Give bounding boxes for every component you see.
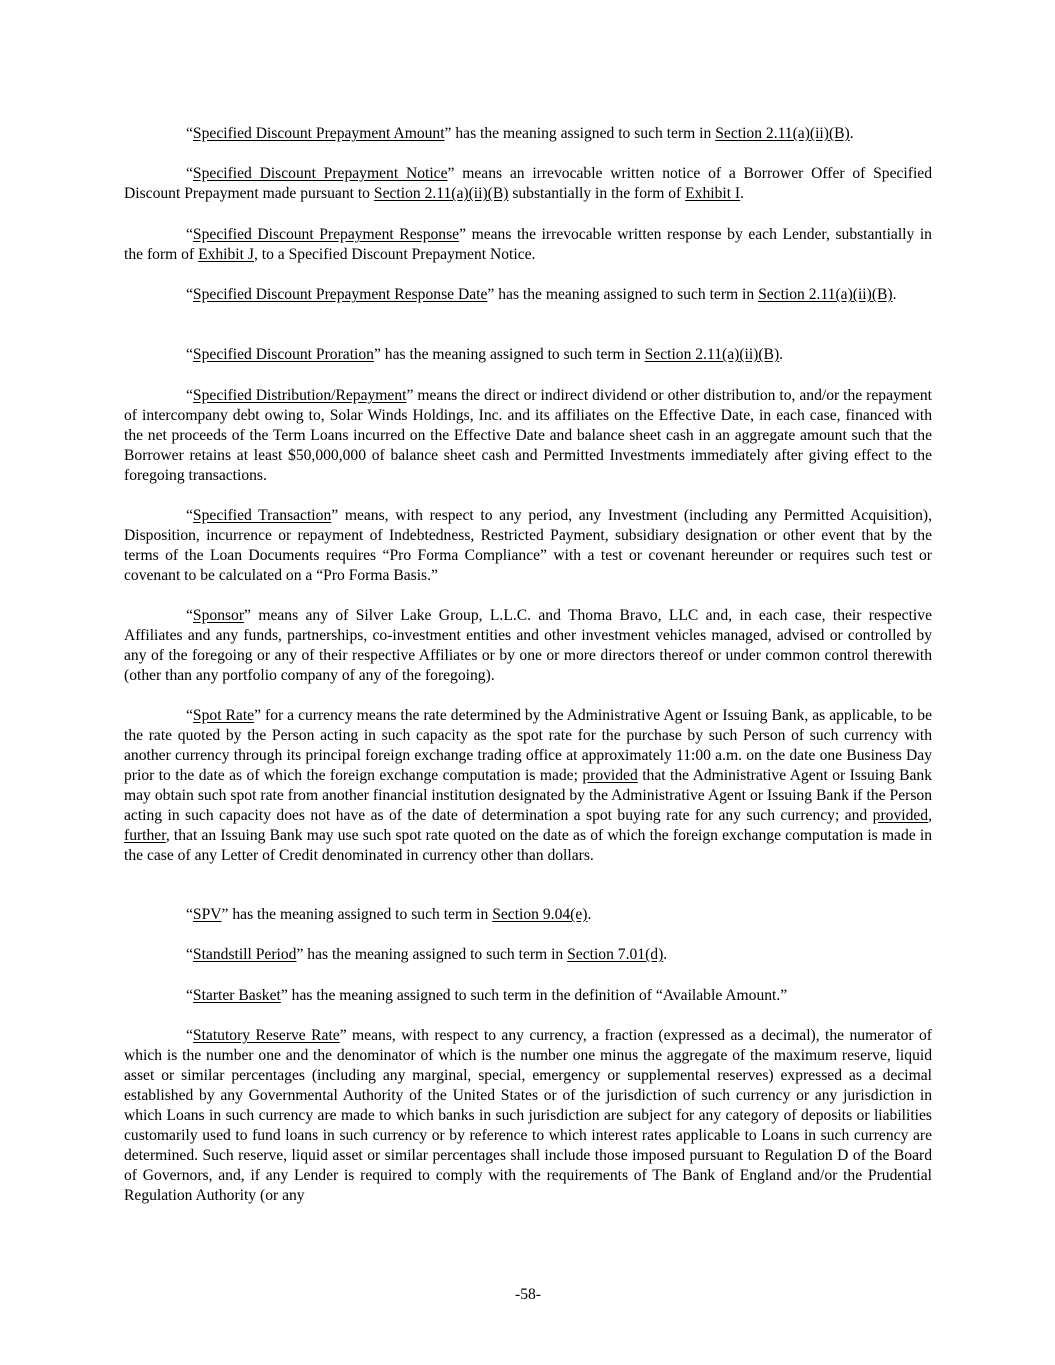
text-segment: ” means an irrevocable written notice of a Borrower Offer of Specified Discount Prepayment made pursuant to — [124, 165, 933, 202]
text-segment: ” has the meaning assigned to such term in — [296, 946, 568, 963]
underlined-term: Exhibit J — [198, 246, 254, 263]
text-segment: “ — [186, 507, 193, 524]
text-segment: “ — [186, 387, 193, 404]
underlined-term: Spot Rate — [192, 707, 255, 724]
text-segment: “ — [186, 125, 193, 142]
text-segment: ” for a currency means the rate determined by the Administrative Agent or Issuing Bank, as applicable, to be the rate quoted by the Person acting in such capacity as the spot rate for the purchase by such Person of such currency with another currency through its principal foreign exchange trading office at approximately 11:00 a.m. on the date one Business Day prior to the date as of which the foreign exchange computation is made; — [124, 707, 932, 784]
underlined-term: Section 9.04(e) — [492, 906, 588, 923]
text-segment: “ — [186, 987, 193, 1004]
underlined-term: Section 2.11(a)(ii)(B) — [715, 125, 850, 142]
text-segment: “ — [186, 707, 193, 724]
text-segment: , that an Issuing Bank may use such spot rate quoted on the date as of which the foreign exchange computation is made in the case of any Letter of Credit denominated in currency other than dollars. — [124, 827, 932, 864]
text-segment: . — [892, 286, 897, 303]
definition-spv — [124, 905, 932, 925]
underlined-term: Specified Transaction — [192, 507, 332, 524]
text-segment: ” means, with respect to any period, any Investment (including any Permitted Acquisition), Disposition, incurrence or repayment of Indebtedness, Restricted Payment, subsidiary designation or other event that by the terms of the Loan Documents requires “Pro Forma Compliance” with a test or covenant hereunder or requires such test or covenant to be calculated on a “Pro Forma Basis.” — [124, 507, 933, 584]
text-segment: ” means any of Silver Lake Group, L.L.C. and Thoma Bravo, LLC and, in each case, their respective Affiliates and any funds, partnerships, co-investment entities and other investment vehicles managed, advised or controlled by any of the foregoing or any of their respective Affiliates or by one or more directors thereof or under common control therewith (other than any portfolio company of any of the foregoing). — [124, 607, 932, 684]
text-segment: ” has the meaning assigned to such term in — [373, 346, 645, 363]
text-segment: “ — [186, 946, 193, 963]
definition-specified-transaction — [124, 506, 932, 586]
page-number: -58- — [515, 1286, 541, 1303]
definition-statutory-reserve-rate — [124, 1026, 932, 1206]
text-segment: “ — [186, 346, 193, 363]
text-segment: “ — [186, 906, 193, 923]
text-segment: ” means the irrevocable written response by each Lender, substantially in the form of — [124, 226, 932, 263]
definition-specified-discount-prepayment-notice — [124, 164, 932, 204]
text-segment: “ — [186, 165, 193, 182]
definition-standstill-period — [124, 945, 932, 965]
underlined-term: Specified Discount Prepayment Response Date — [192, 286, 488, 303]
underlined-term: Specified Discount Prepayment Notice — [192, 165, 448, 182]
underlined-term: Section 2.11(a)(ii)(B) — [644, 346, 780, 363]
text-segment: “ — [186, 1027, 193, 1044]
underlined-term: Statutory Reserve Rate — [192, 1027, 340, 1044]
underlined-term: Specified Discount Prepayment Response — [192, 226, 460, 243]
underlined-term: Section 2.11(a)(ii)(B) — [373, 185, 509, 202]
text-segment: “ — [186, 286, 193, 303]
text-segment: “ — [186, 226, 193, 243]
definition-spot-rate — [124, 706, 932, 866]
text-segment: ” has the meaning assigned to such term in — [487, 286, 759, 303]
definition-specified-discount-prepayment-amount — [124, 124, 932, 144]
text-segment: ” has the meaning assigned to such term in — [221, 906, 493, 923]
underlined-term: Section 7.01(d) — [567, 946, 664, 963]
text-segment: ” means the direct or indirect dividend or other distribution to, and/or the repayment of intercompany debt owing to, Solar Winds Holdings, Inc. and its affiliates on the Effective Date, in each case, financed with the net proceeds of the Term Loans incurred on the Effective Date and balance sheet cash in an aggregate amount such that the Borrower retains at least $50,000,000 of balance sheet cash and Permitted Investments immediately after giving effect to the foregoing transactions. — [124, 387, 932, 484]
text-segment: . — [779, 346, 784, 363]
text-segment: . — [663, 946, 668, 963]
text-segment: , — [928, 807, 932, 824]
text-segment: . — [849, 125, 854, 142]
underlined-term: Sponsor — [192, 607, 245, 624]
document-page — [124, 0, 932, 1365]
text-segment: . — [587, 906, 592, 923]
text-segment: ” has the meaning assigned to such term in — [444, 125, 716, 142]
text-segment: “ — [186, 607, 193, 624]
underlined-term: Standstill Period — [192, 946, 297, 963]
underlined-term: provided — [582, 767, 638, 784]
underlined-term: Specified Discount Proration — [192, 346, 374, 363]
text-segment: . — [740, 185, 745, 202]
text-segment: that the Administrative Agent or Issuing Bank may obtain such spot rate from another financial institution designated by the Administrative Agent or Issuing Bank if the Person acting in such capacity does not have as of the date of determination a spot buying rate for any such currency; and — [124, 767, 933, 824]
definition-sponsor — [124, 606, 932, 686]
underlined-term: provided — [872, 807, 929, 824]
underlined-term: Specified Distribution/Repayment — [192, 387, 407, 404]
underlined-term: Starter Basket — [192, 987, 281, 1004]
definition-specified-discount-prepayment-response — [124, 225, 932, 265]
definition-starter-basket — [124, 986, 932, 1006]
underlined-term: SPV — [192, 906, 222, 923]
text-segment: , to a Specified Discount Prepayment Notice. — [253, 246, 536, 263]
underlined-term: Specified Discount Prepayment Amount — [192, 125, 445, 142]
definition-specified-distribution-repayment — [124, 386, 932, 486]
definition-specified-discount-prepayment-response-date — [124, 285, 932, 305]
text-segment: ” means, with respect to any currency, a fraction (expressed as a decimal), the numerator of which is the number one and the denominator of which is the number one minus the aggregate of the maximum reserve, liquid asset or similar percentages (including any marginal, special, emergency or supplemental reserves) expressed as a decimal established by any Governmental Authority of the United States or of the jurisdiction of such currency or any jurisdiction in which Loans in such currency are made to which banks in such jurisdiction are subject for any category of deposits or liabilities customarily used to fund loans in such currency or by reference to which interest rates applicable to Loans in such currency are determined. Such reserve, liquid asset or similar percentages shall include those imposed pursuant to Regulation D of the Board of Governors, and, if any Lender is required to comply with the requirements of The Bank of England and/or the Prudential Regulation Authority (or any — [124, 1027, 932, 1204]
underlined-term: further — [124, 827, 166, 844]
text-segment: substantially in the form of — [508, 185, 686, 202]
definition-specified-discount-proration — [124, 345, 932, 365]
underlined-term: Section 2.11(a)(ii)(B) — [758, 286, 893, 303]
text-segment: ” has the meaning assigned to such term in the definition of “Available Amount.” — [280, 987, 788, 1004]
underlined-term: Exhibit I — [685, 185, 741, 202]
